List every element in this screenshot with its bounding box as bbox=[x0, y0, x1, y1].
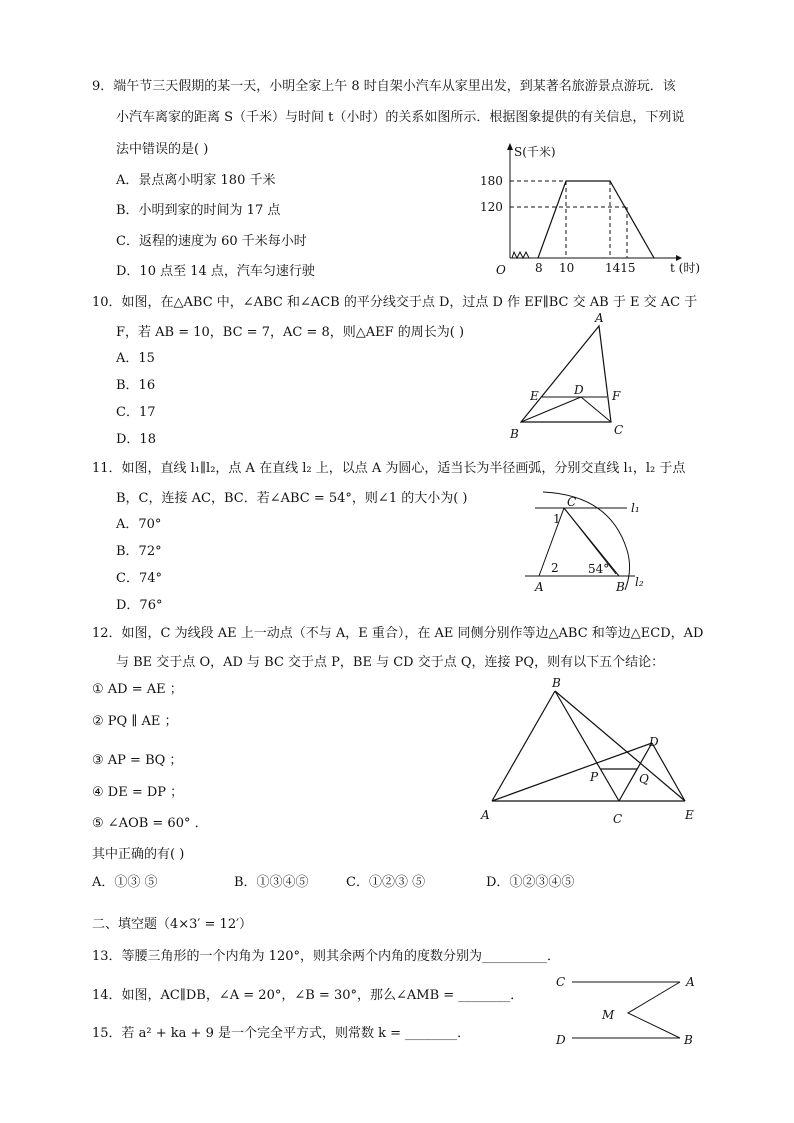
axis-break bbox=[512, 252, 529, 258]
q12-conclusion-4: ④ DE = DP ； bbox=[92, 785, 184, 800]
label-d: D bbox=[574, 383, 584, 397]
q11-option-d: D．76° bbox=[116, 598, 163, 613]
q10-line2: F，若 AB = 10，BC = 7，AC = 8，则△AEF 的周长为( ) bbox=[116, 325, 465, 340]
segment-bc bbox=[555, 691, 619, 801]
q12-option-b: B．①③④⑤ bbox=[234, 875, 309, 890]
q12-option-d: D．①②③④⑤ bbox=[486, 875, 575, 890]
segment-de bbox=[652, 743, 685, 801]
distance-line bbox=[538, 181, 654, 258]
label-p: P bbox=[590, 770, 599, 784]
segment-ab bbox=[492, 691, 555, 801]
q10-option-c: C．17 bbox=[116, 405, 156, 420]
q15-text: 15．若 a² + ka + 9 是一个完全平方式，则常数 k = ________． bbox=[92, 1026, 471, 1041]
q9-line1: 9．端午节三天假期的某一天，小明全家上午 8 时自架小汽车从家里出发，到某著名旅游景点游玩．该 bbox=[92, 79, 676, 94]
q12-conclusion-2: ② PQ ∥ AE ； bbox=[92, 714, 178, 729]
y-tick-180: 180 bbox=[480, 174, 503, 188]
label-c: C bbox=[567, 495, 577, 509]
q12-conclusion-3: ③ AP = BQ ； bbox=[92, 753, 183, 768]
label-d: D bbox=[649, 735, 659, 749]
label-d: D bbox=[556, 1033, 566, 1047]
arc bbox=[543, 492, 630, 590]
label-a: A bbox=[535, 580, 544, 594]
label-e: E bbox=[530, 389, 539, 403]
label-b: B bbox=[552, 676, 561, 690]
label-b: B bbox=[510, 427, 519, 441]
q10-option-a: A．15 bbox=[116, 351, 155, 366]
q9-option-b: B．小明到家的时间为 17 点 bbox=[116, 203, 281, 218]
segment-cd bbox=[581, 397, 611, 422]
q9-option-d: D．10 点至 14 点，汽车匀速行驶 bbox=[116, 264, 315, 279]
q12-equilateral-triangles-figure bbox=[475, 675, 705, 830]
q12-option-a: A．①③ ⑤ bbox=[92, 875, 158, 890]
q12-conclusion-5: ⑤ ∠AOB = 60° ． bbox=[92, 816, 208, 831]
section-2-title: 二、填空题（4×3′ = 12′） bbox=[92, 917, 253, 932]
segment-ad bbox=[492, 743, 652, 801]
q11-option-c: C．74° bbox=[116, 571, 162, 586]
q10-option-b: B．16 bbox=[116, 378, 156, 393]
y-axis-label: S(千米) bbox=[514, 145, 556, 159]
q10-triangle-figure bbox=[500, 310, 640, 444]
q11-option-b: B．72° bbox=[116, 544, 162, 559]
q12-conclusion-1: ① AD = AE ； bbox=[92, 682, 183, 697]
label-a: A bbox=[595, 311, 604, 325]
label-a: A bbox=[481, 808, 490, 822]
q12-line2: 与 BE 交于点 O，AD 与 BC 交于点 P，BE 与 CD 交于点 Q，连接 PQ，则有以下五个结论： bbox=[116, 655, 665, 670]
q9-line2: 小汽车离家的距离 S（千米）与时间 t（小时）的关系如图所示．根据图象提供的有关信息，下列说 bbox=[116, 110, 685, 125]
q14-text: 14．如图，AC∥DB，∠A = 20°，∠B = 30°，那么∠AMB = ________． bbox=[92, 988, 524, 1003]
q11-line1: 11．如图，直线 l₁∥l₂，点 A 在直线 l₂ 上，以点 A 为圆心，适当长为半径画弧，分别交直线 l₁，l₂ 于点 bbox=[92, 461, 686, 476]
origin-label: O bbox=[496, 263, 506, 277]
x-tick-10: 10 bbox=[559, 261, 575, 275]
segment-be bbox=[555, 691, 685, 801]
label-angle-1: 1 bbox=[553, 512, 561, 526]
q9-line3: 法中错误的是( ) bbox=[116, 142, 209, 157]
x-tick-1415: 1415 bbox=[605, 261, 636, 275]
q9-option-c: C．返程的速度为 60 千米每小时 bbox=[116, 234, 307, 249]
q10-line1: 10．如图，在△ABC 中，∠ABC 和∠ACB 的平分线交于点 D，过点 D 作 EF∥BC 交 AB 于 E 交 AC 于 bbox=[92, 295, 698, 310]
triangle-abc bbox=[521, 326, 611, 422]
q13-text: 13．等腰三角形的一个内角为 120°，则其余两个内角的度数分别为__________． bbox=[92, 949, 560, 964]
x-tick-8: 8 bbox=[535, 261, 543, 275]
x-axis-label: t (时) bbox=[670, 261, 701, 275]
q11-option-a: A．70° bbox=[116, 517, 162, 532]
q9-distance-time-graph bbox=[470, 138, 720, 280]
q14-figure bbox=[550, 968, 710, 1050]
label-c: C bbox=[613, 812, 623, 826]
label-l1: l₁ bbox=[631, 501, 640, 515]
label-c: C bbox=[556, 975, 566, 989]
label-c: C bbox=[614, 423, 624, 437]
y-tick-120: 120 bbox=[480, 200, 503, 214]
q9-option-a: A．景点离小明家 180 千米 bbox=[116, 173, 276, 188]
label-b: B bbox=[616, 580, 625, 594]
label-m: M bbox=[602, 1008, 615, 1022]
label-e: E bbox=[685, 808, 694, 822]
label-a: A bbox=[686, 975, 695, 989]
label-f: F bbox=[612, 389, 621, 403]
label-l2: l₂ bbox=[635, 575, 644, 589]
q12-ask: 其中正确的有( ) bbox=[92, 847, 185, 862]
q12-line1: 12．如图，C 为线段 AE 上一动点（不与 A，E 重合），在 AE 同侧分别作等边△ABC 和等边△ECD，AD bbox=[92, 626, 704, 641]
q10-option-d: D．18 bbox=[116, 432, 156, 447]
label-q: Q bbox=[639, 772, 649, 786]
q11-parallel-lines-figure bbox=[515, 490, 665, 598]
segments-am-mb bbox=[628, 982, 680, 1038]
label-angle-54: 54° bbox=[588, 562, 610, 576]
label-angle-2: 2 bbox=[551, 561, 559, 575]
y-axis-arrow bbox=[507, 143, 513, 150]
q12-option-c: C．①②③ ⑤ bbox=[346, 875, 426, 890]
label-b: B bbox=[684, 1033, 693, 1047]
q11-line2: B，C，连接 AC，BC．若∠ABC = 54°，则∠1 的大小为( ) bbox=[116, 491, 468, 506]
